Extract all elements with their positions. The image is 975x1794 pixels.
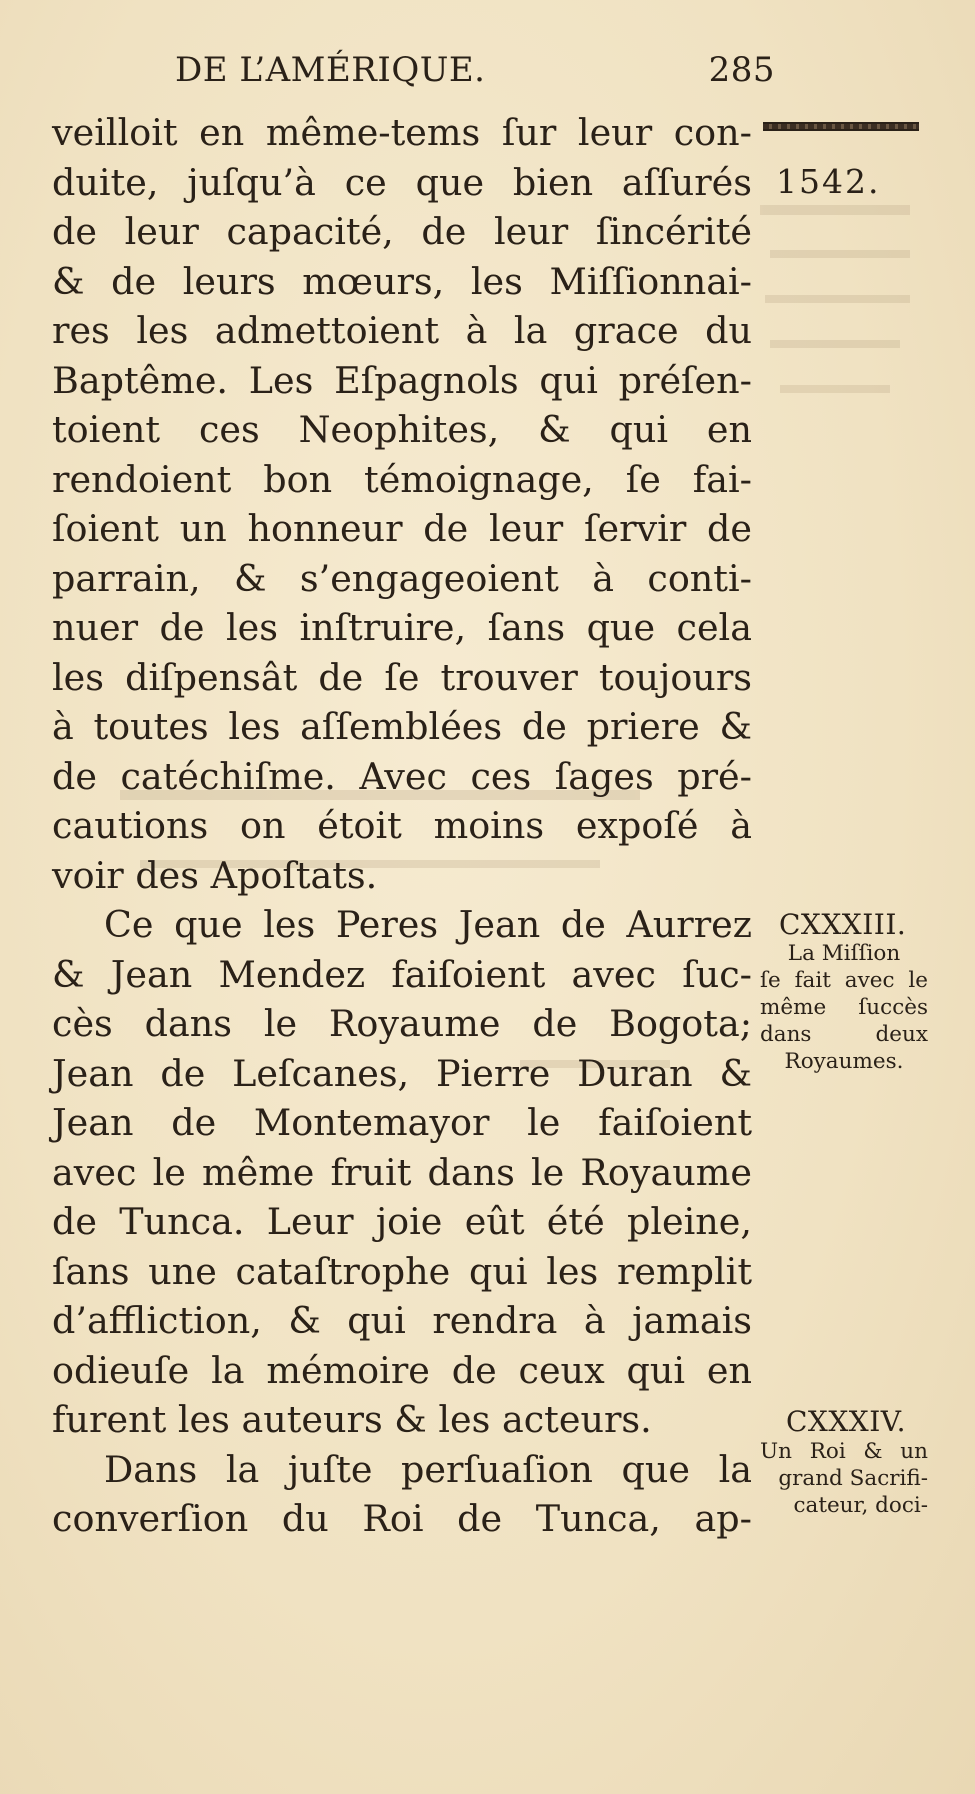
text-line: duite, juſqu’à ce que bien aſſurés [52, 160, 752, 204]
text-line: Dans la juſte perſuaſion que la [104, 1447, 752, 1491]
text-line: veilloit en même-tems ſur leur con- [52, 111, 752, 154]
side-note-line: Un Roi & un [760, 1439, 928, 1464]
page-number: 285 [708, 50, 775, 90]
text-line: avec le même fruit dans le Royaume [52, 1150, 752, 1194]
side-note [760, 940, 928, 1075]
section-number: CXXXIII. [779, 908, 907, 941]
text-line: & de leurs mœurs, les Miſſionnai- [52, 259, 752, 303]
body-text [52, 108, 752, 1544]
text-line: d’affliction, & qui rendra à jamais [52, 1299, 752, 1342]
text-line: Jean de Leſcanes, Pierre Duran & [52, 1051, 752, 1095]
text-line: ſoient un honneur de leur ſervir de [52, 507, 752, 550]
side-note-line: ſe fait avec le [760, 968, 928, 993]
side-note-line: dans deux [760, 1022, 928, 1047]
side-note-line: cateur, doci- [793, 1493, 928, 1518]
text-line: de leur capacité, de leur ſincérité [52, 210, 752, 253]
text-line: nuer de les inſtruire, ſans que cela [52, 606, 752, 649]
text-line: toient ces Neophites, & qui en [52, 408, 752, 451]
side-note-line: Royaumes. [784, 1049, 904, 1074]
side-note-line: La Miſſion [787, 941, 901, 966]
marginal-year: 1542. [776, 162, 881, 201]
running-header [175, 50, 775, 106]
running-title: DE L’AMÉRIQUE. [175, 50, 486, 90]
text-line: parrain, & s’engageoient à conti- [52, 556, 752, 600]
text-line: Jean de Montemayor le faiſoient [52, 1101, 752, 1144]
side-note-line: même ſuccès [760, 995, 928, 1020]
text-line: rendoient bon témoignage, ſe fai- [52, 457, 752, 501]
side-note-line: grand Sacrifi- [778, 1466, 928, 1491]
text-line: voir des Apoſtats. [52, 853, 378, 897]
text-line: res les admettoient à la grace du [52, 309, 752, 352]
side-note [760, 1438, 928, 1519]
text-line: Baptême. Les Eſpagnols qui préſen- [52, 358, 752, 402]
text-line: ſans une cataſtrophe qui les remplit [52, 1249, 752, 1293]
ornamental-rule [763, 122, 919, 131]
text-line: odieuſe la mémoire de ceux qui en [52, 1348, 752, 1392]
text-line: les diſpensât de ſe trouver toujours [52, 655, 752, 699]
text-line: furent les auteurs & les acteurs. [52, 1398, 652, 1441]
text-line: de Tunca. Leur joie eût été pleine, [52, 1200, 752, 1243]
text-line: cautions on étoit moins expoſé à [52, 804, 752, 847]
text-line: de catéchiſme. Avec ces ſages pré- [52, 754, 752, 798]
text-line: à toutes les aſſemblées de priere & [52, 705, 752, 748]
text-line: Ce que les Peres Jean de Aurrez [104, 903, 752, 946]
section-number: CXXXIV. [786, 1405, 907, 1438]
text-line: converſion du Roi de Tunca, ap- [52, 1497, 752, 1540]
text-line: & Jean Mendez faiſoient avec ſuc- [52, 952, 752, 996]
text-line: cès dans le Royaume de Bogota; [52, 1002, 752, 1045]
